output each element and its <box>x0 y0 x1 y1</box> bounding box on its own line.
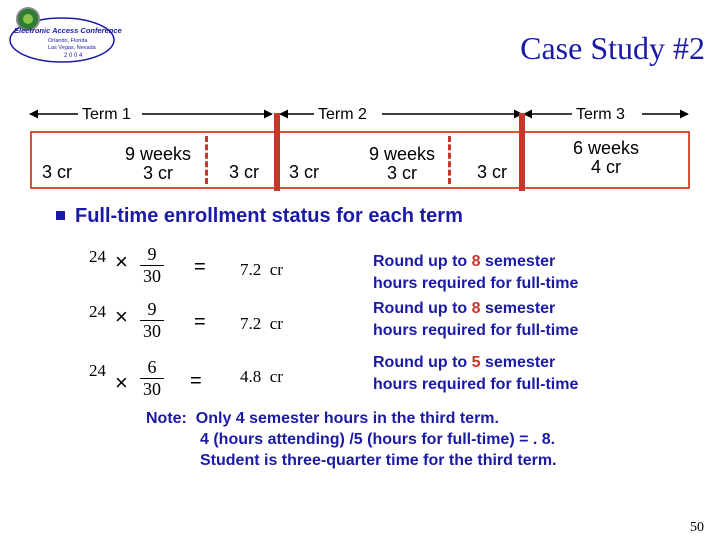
logo-year: 2 0 0 4 <box>64 53 83 59</box>
calc2-denominator: 30 <box>140 320 164 342</box>
term1-left-credits: 3 cr <box>42 162 73 182</box>
bullet-marker <box>56 211 65 220</box>
term-3-label: Term 3 <box>576 106 625 123</box>
calc3-equals: = <box>190 370 202 392</box>
calc3-result: 4.8 cr <box>240 367 283 386</box>
note-block <box>146 408 556 471</box>
calc1-round-post: semester <box>480 253 556 270</box>
calc2-round-line2: hours required for full-time <box>373 322 579 339</box>
calc3-round-number: 5 <box>471 354 481 371</box>
term2-weeks-credits: 3 cr <box>386 163 417 183</box>
term1-weeks-credits: 3 cr <box>142 163 173 183</box>
term2-right-credits: 3 cr <box>477 162 508 182</box>
calc2-round-number: 8 <box>471 300 481 317</box>
logo-name: Electronic Access Conference <box>14 26 122 35</box>
note-line1: Note: Only 4 semester hours in the third term. <box>146 410 499 427</box>
page-number: 50 <box>690 520 704 535</box>
calc3-round-line2: hours required for full-time <box>373 376 579 393</box>
slide-title: Case Study #2 <box>520 30 705 66</box>
term-1-label: Term 1 <box>82 106 131 123</box>
term2-left-credits: 3 cr <box>289 162 320 182</box>
calc1-fraction <box>140 244 164 287</box>
calc2-round-pre: Round up to <box>373 300 472 317</box>
logo-line2: Las Vegas, Nevada <box>48 45 96 51</box>
calc3-denominator: 30 <box>140 378 164 400</box>
calc2-times: × <box>115 304 128 329</box>
calc1-roundup <box>373 251 578 295</box>
calc1-round-pre: Round up to <box>373 253 472 270</box>
term2-weeks: 9 weeks <box>368 144 436 164</box>
bullet-heading: Full-time enrollment status for each term <box>75 205 463 227</box>
calc2-round-post: semester <box>480 300 556 317</box>
calc1-numerator: 9 <box>147 244 157 264</box>
calc1-factor: 24 <box>89 247 106 266</box>
logo-line1: Orlando, Florida <box>48 38 88 44</box>
calc1-result: 7.2 cr <box>240 260 283 279</box>
calc2-equals: = <box>194 311 206 333</box>
term1-weeks: 9 weeks <box>124 144 192 164</box>
calc3-round-pre: Round up to <box>373 354 472 371</box>
calc2-roundup <box>373 298 578 342</box>
term3-credits: 4 cr <box>590 157 621 177</box>
term2-weeks-block <box>352 145 452 183</box>
calc2-factor: 24 <box>89 302 106 321</box>
note-line2: 4 (hours attending) /5 (hours for full-time) = . 8. <box>200 431 556 448</box>
term1-weeks-block <box>108 145 208 183</box>
calc1-equals: = <box>194 256 206 278</box>
term-divider-1 <box>274 113 280 191</box>
calc2-numerator: 9 <box>147 299 157 319</box>
calc1-round-line2: hours required for full-time <box>373 275 579 292</box>
calc3-factor: 24 <box>89 361 106 380</box>
term-2-label: Term 2 <box>318 106 367 123</box>
calc3-roundup <box>373 352 578 396</box>
note-line3: Student is three-quarter time for the third term. <box>200 452 557 469</box>
term3-weeks: 6 weeks <box>572 138 640 158</box>
calc1-denominator: 30 <box>140 265 164 287</box>
calc3-times: × <box>115 370 128 395</box>
calc2-result: 7.2 cr <box>240 314 283 333</box>
term-divider-2 <box>519 113 525 191</box>
term3-block <box>556 139 656 177</box>
calc3-numerator: 6 <box>147 357 157 377</box>
calc2-fraction <box>140 299 164 342</box>
calc1-times: × <box>115 249 128 274</box>
term1-right-credits: 3 cr <box>229 162 260 182</box>
calc3-fraction <box>140 357 164 400</box>
calc1-round-number: 8 <box>471 253 481 270</box>
calc3-round-post: semester <box>480 354 556 371</box>
